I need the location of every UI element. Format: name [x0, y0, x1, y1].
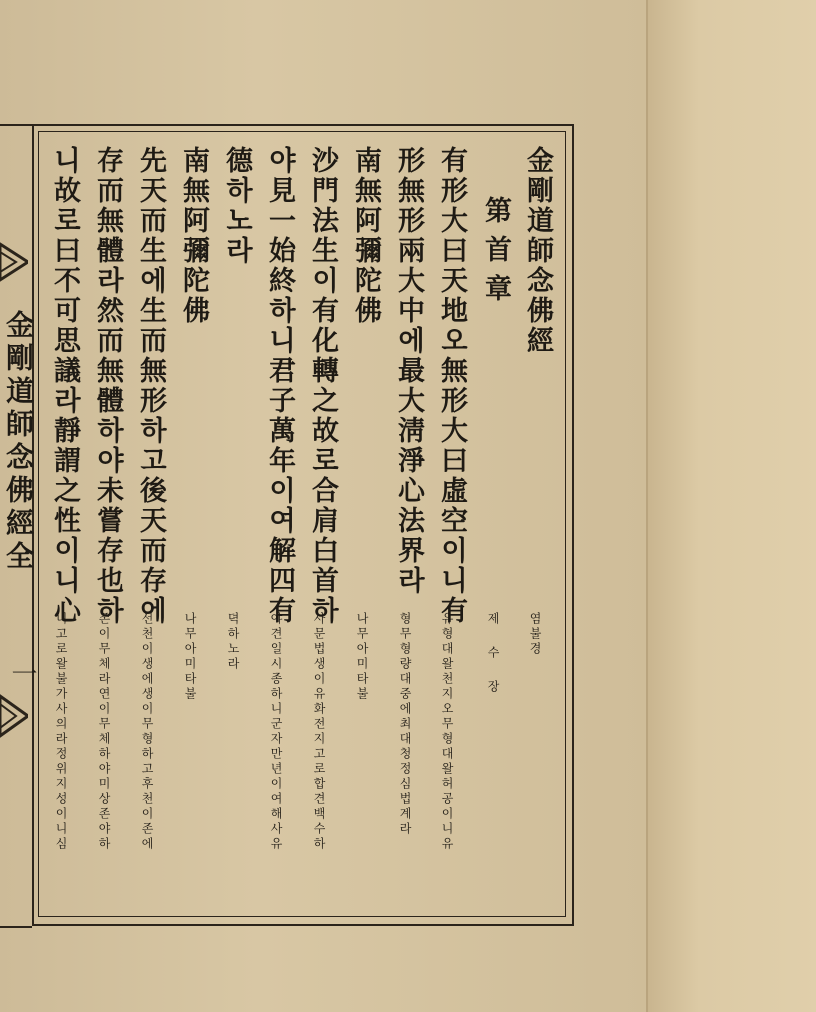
hanja-line-6: 德하노라	[221, 146, 252, 266]
fish-tail-ornament-icon	[0, 240, 28, 284]
hanja-line-5: 야見一始終하니君子萬年이여解四有	[264, 146, 295, 626]
hanja-line-8: 先天而生에生而無形하고後天而存에	[135, 146, 166, 626]
hanja-line-1: 有形大曰天地오無形大曰虛空이니有	[436, 146, 467, 626]
hanja-chapter: 第首章	[480, 196, 511, 313]
hanja-line-4: 沙門法生이有化轉之故로合肩白首하	[307, 146, 338, 626]
hangul-line-10: 니고로왈불가사의라정위지성이니심	[54, 612, 68, 852]
hangul-line-2: 형무형량대중에최대청정심법계라	[398, 612, 412, 837]
margin-book-title: 金剛道師念佛經全	[2, 310, 35, 574]
hangul-line-5: 야견일시종하니군자만년이여해사유	[269, 612, 283, 852]
hanja-line-2: 形無形兩大中에最大淸淨心法界라	[393, 146, 424, 596]
margin-page-number: 一	[7, 660, 37, 686]
hangul-line-7: 나무아미타불	[183, 612, 197, 702]
hangul-line-8: 선천이생에생이무형하고후천이존에	[140, 612, 154, 852]
hangul-chapter: 제수장	[486, 612, 500, 714]
adjacent-page-edge	[646, 0, 816, 1012]
fish-tail-ornament-lower-icon	[0, 690, 28, 742]
hangul-line-1: 유형대왈천지오무형대왈허공이니유	[440, 612, 454, 852]
hanja-line-10: 니故로曰不可思議라靜謂之性이니心	[49, 146, 80, 626]
hanja-line-3: 南無阿彌陀佛	[350, 146, 381, 326]
hangul-line-3: 나무아미타불	[355, 612, 369, 702]
hangul-line-4: 사문법생이유화전지고로합견백수하	[312, 612, 326, 852]
hangul-line-6: 뎍하노라	[226, 612, 240, 672]
hangul-title: 염불경	[528, 612, 542, 657]
hanja-line-7: 南無阿彌陀佛	[178, 146, 209, 326]
hanja-line-9: 存而無體라然而無體하야未嘗存也하	[92, 146, 123, 626]
hanja-title: 金剛道師念佛經	[522, 146, 553, 356]
hangul-line-9: 존이무체라연이무체하야미상존야하	[97, 612, 111, 852]
